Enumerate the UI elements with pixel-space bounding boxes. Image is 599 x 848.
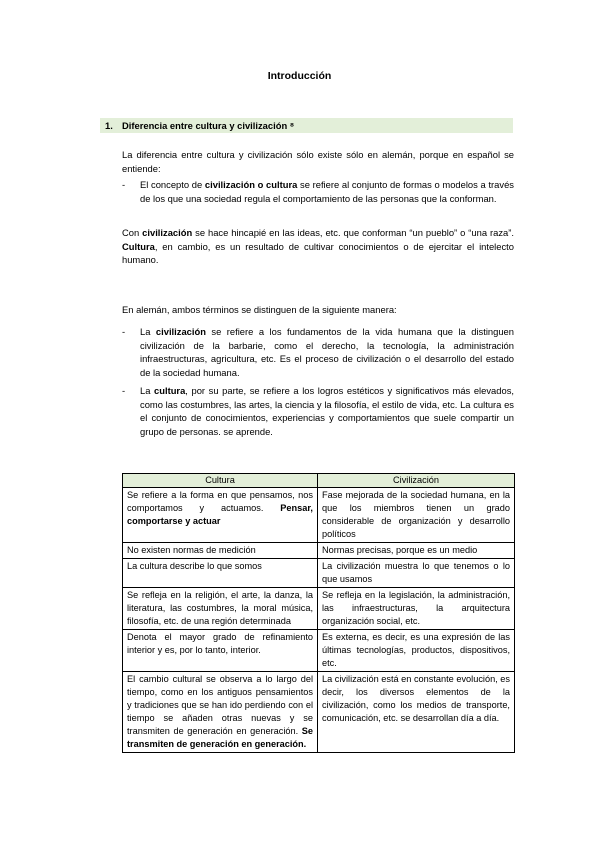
table-cell: Se refleja en la legislación, la administración, las infraestructuras, la arquitectura organización social, etc. <box>318 588 515 630</box>
bullet-text: El concepto de civilización o cultura se refiere al conjunto de formas o modelos a través de los que una sociedad regula el comportamiento de las personas que la conforman. <box>140 179 514 204</box>
table-cell: Se refleja en la religión, el arte, la danza, la literatura, las costumbres, la moral música, filosofía, etc. de una región determinada <box>123 588 318 630</box>
comparison-table <box>122 473 515 753</box>
table-cell: Normas precisas, porque es un medio <box>318 543 515 559</box>
table-cell: La civilización muestra lo que tenemos o lo que usamos <box>318 559 515 588</box>
bullet-text: La civilización se refiere a los fundamentos de la vida humana que la distinguen civilización de la barbarie, como el derecho, la tecnología, la administración infraestructuras, agricultura, etc. Es el proceso de civilización o el desarrollo del estado de la sociedad humana. <box>140 326 514 378</box>
table-cell: Se refiere a la forma en que pensamos, nos comportamos y actuamos. Pensar, comportarse y actuar <box>123 488 318 543</box>
section-number: 1. <box>105 120 113 131</box>
table-cell: Es externa, es decir, es una expresión de las últimas tecnologías, productos, dispositivos, etc. <box>318 630 515 672</box>
paragraph-civilizacion: Con civilización se hace hincapié en las ideas, etc. que conforman “un pueblo” o “una raza”. Cultura, en cambio, es un resultado de cultivar conocimientos o de ejercitar el intelecto humano. <box>122 227 514 266</box>
paragraph-aleman: En alemán, ambos términos se distinguen de la siguiente manera: <box>122 304 397 315</box>
bullet-dash: - <box>122 385 126 396</box>
table-row <box>123 588 515 630</box>
table-row <box>123 630 515 672</box>
bullet-dash: - <box>122 326 126 337</box>
table-row <box>123 488 515 543</box>
table-cell: La cultura describe lo que somos <box>123 559 318 588</box>
bullet-text: La cultura, por su parte, se refiere a los logros estéticos y significativos más elevados, como las costumbres, las artes, la ciencia y la filosofía, el estilo de vida, etc. La cultura es el conjunto de conocimientos, experiencias y comportamientos que suele compartir un grupo de personas. se aprende. <box>140 385 514 437</box>
table-row <box>123 543 515 559</box>
table-cell: La civilización está en constante evolución, es decir, los diversos elementos de la civilización, como los medios de transporte, comunicación, etc. se desarrollan día a día. <box>318 672 515 753</box>
table-cell: No existen normas de medición <box>123 543 318 559</box>
table-row <box>123 559 515 588</box>
table-cell: Fase mejorada de la sociedad humana, en la que los miembros tienen un grado considerable de organización y desarrollo políticos <box>318 488 515 543</box>
intro-paragraph: La diferencia entre cultura y civilización sólo existe sólo en alemán, porque en español se entiende: <box>122 149 514 174</box>
bullet-dash: - <box>122 179 126 190</box>
table-header-row <box>123 474 515 488</box>
table-cell: El cambio cultural se observa a lo largo del tiempo, como en los antiguos pensamientos y tradiciones que se han ido perdiendo con el tiempo se añaden otras nuevas y se transmiten de generación en generación. Se transmiten de generación en generación. <box>123 672 318 753</box>
column-header-cultura: Cultura <box>123 474 318 488</box>
section-title: Diferencia entre cultura y civilización ⁸ <box>122 120 295 131</box>
table-cell: Denota el mayor grado de refinamiento interior y es, por lo tanto, interior. <box>123 630 318 672</box>
page-title: Introducción <box>267 70 332 82</box>
table-row <box>123 672 515 753</box>
column-header-civilizacion: Civilización <box>318 474 515 488</box>
